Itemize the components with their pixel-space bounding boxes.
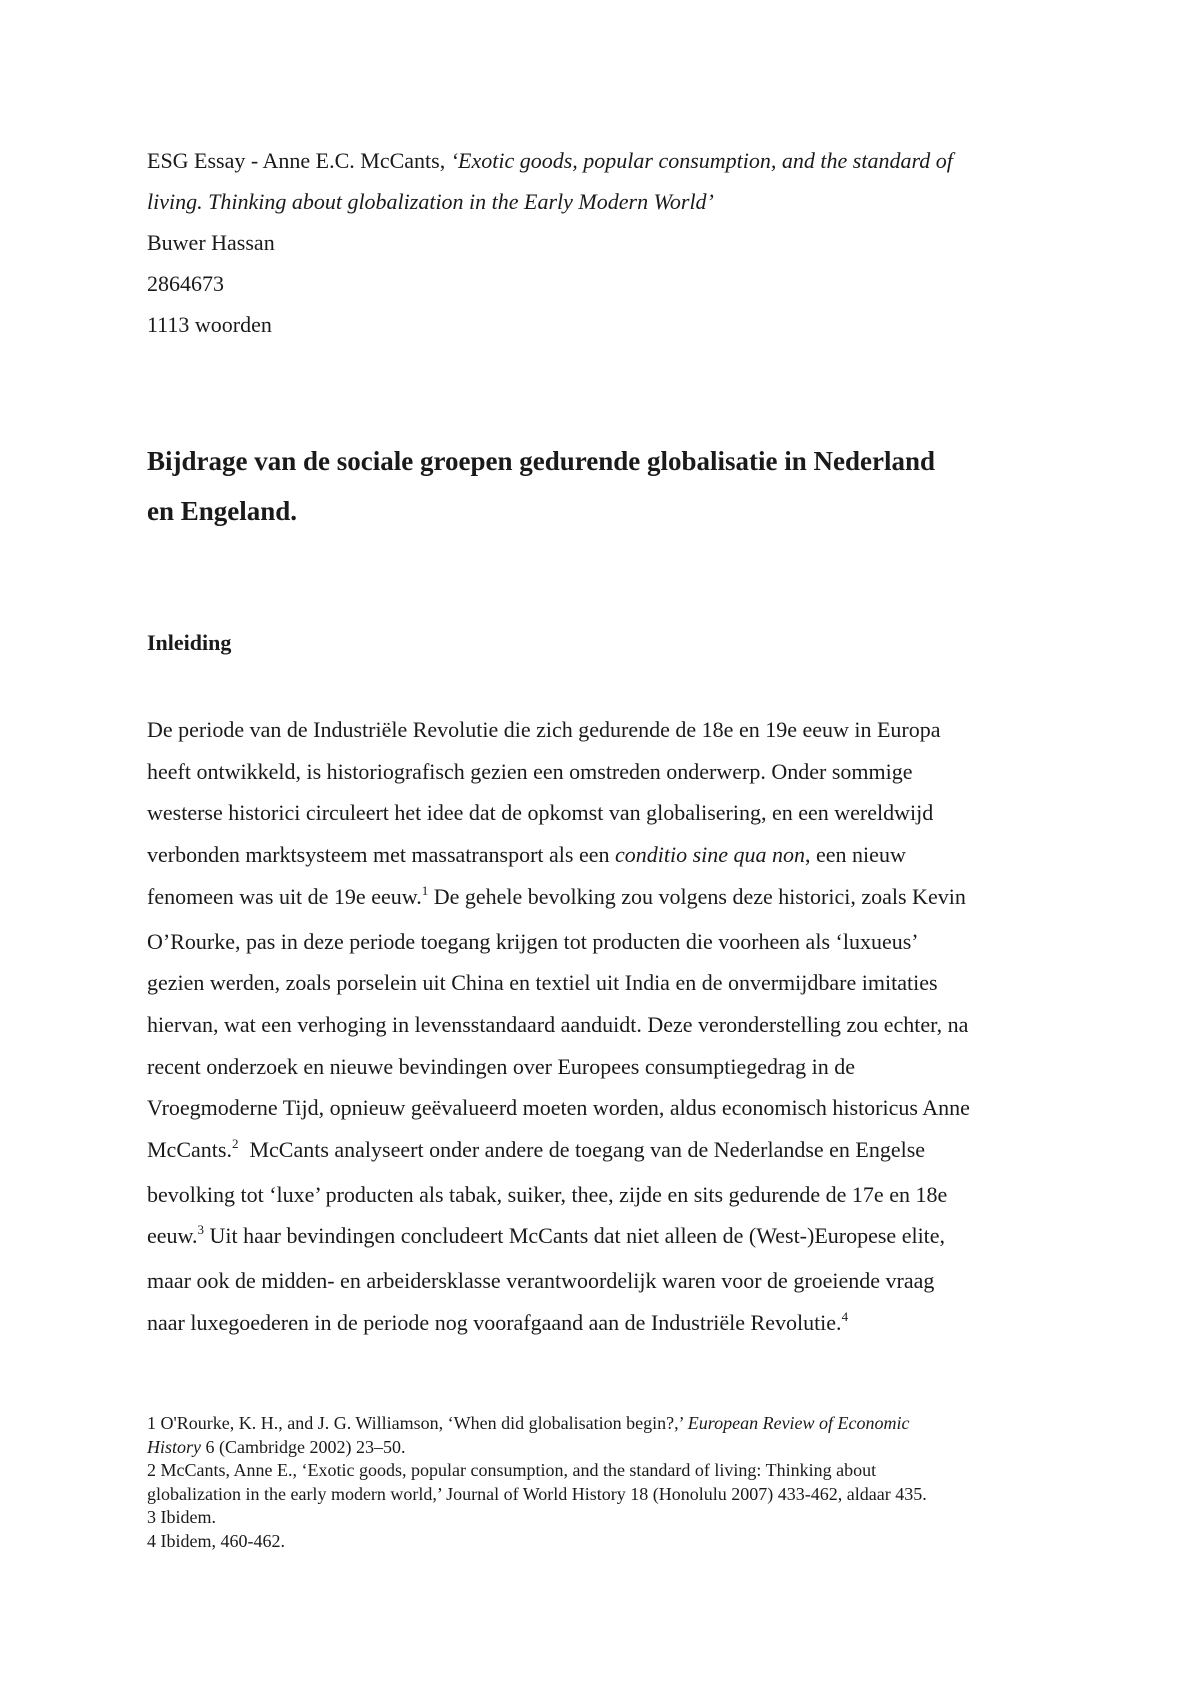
footnote-ref-1[interactable]: 1 xyxy=(421,882,429,898)
paragraph-line: gezien werden, zoals porselein uit China en textiel uit India en de onvermijdbare imitaties xyxy=(147,970,938,996)
header-source-title-part-2: living. Thinking about globalization in the Early Modern World’ xyxy=(147,189,714,214)
paragraph-text: De gehele bevolking zou volgens deze historici, zoals Kevin xyxy=(428,883,966,909)
footnote-ref-3[interactable]: 3 xyxy=(197,1222,204,1238)
paragraph-text: verbonden marktsysteem met massatransport als een xyxy=(147,842,615,868)
footnote-text: 1 O'Rourke, K. H., and J. G. Williamson, ‘When did globalisation begin?,’ xyxy=(147,1413,688,1433)
paragraph-line xyxy=(147,1129,1077,1174)
footnote-text: 6 (Cambridge 2002) 23–50. xyxy=(201,1436,406,1457)
paragraph-line: bevolking tot ‘luxe’ producten als tabak, suiker, thee, zijde en sits gedurende de 17e en 18e xyxy=(147,1181,948,1207)
footnote-2-line-1: 2 McCants, Anne E., ‘Exotic goods, popular consumption, and the standard of living: Thinking about xyxy=(147,1460,877,1480)
paragraph-text: , een nieuw xyxy=(805,842,906,868)
footnote-1-line-1 xyxy=(147,1412,1077,1436)
word-count: 1113 woorden xyxy=(147,312,272,337)
paragraph-line xyxy=(147,834,1077,876)
footnotes xyxy=(147,1412,1077,1553)
paragraph-line xyxy=(147,876,1077,921)
latin-phrase: conditio sine qua non xyxy=(614,842,806,868)
title-line-1: Bijdrage van de sociale groepen gedurende globalisatie in Nederland xyxy=(147,446,936,476)
journal-title: History xyxy=(147,1436,201,1457)
footnote-3: 3 Ibidem. xyxy=(147,1507,216,1527)
author-name: Buwer Hassan xyxy=(147,230,275,255)
paragraph-line: heeft ontwikkeld, is historiografisch gezien een omstreden onderwerp. Onder sommige xyxy=(147,758,913,784)
paragraph-text: eeuw. xyxy=(147,1223,198,1249)
title-line-2: en Engeland. xyxy=(147,496,298,526)
footnote-ref-4[interactable]: 4 xyxy=(841,1308,849,1324)
essay-header xyxy=(147,140,1067,345)
paragraph-line xyxy=(147,1215,1077,1260)
footnote-2-line-2: globalization in the early modern world,’ Journal of World History 18 (Honolulu 2007) 433-462, aldaar 435. xyxy=(147,1483,927,1504)
essay-title xyxy=(147,436,1077,536)
paragraph-line xyxy=(147,1302,1077,1347)
paragraph-text: Uit haar bevindingen concludeert McCants dat niet alleen de (West-)Europese elite, xyxy=(204,1223,946,1249)
paragraph-line: recent onderzoek en nieuwe bevindingen over Europees consumptiegedrag in de xyxy=(147,1053,856,1079)
header-line-2 xyxy=(147,181,1067,222)
paragraph-line: O’Rourke, pas in deze periode toegang krijgen tot producten die voorheen als ‘luxueus’ xyxy=(147,928,919,954)
paragraph-line: hiervan, wat een verhoging in levensstandaard aanduidt. Deze veronderstelling zou echter, na xyxy=(147,1011,969,1037)
paragraph-line: De periode van de Industriële Revolutie die zich gedurende de 18e en 19e eeuw in Europa xyxy=(147,717,941,742)
paragraph-text: naar luxegoederen in de periode nog voorafgaand aan de Industriële Revolutie. xyxy=(147,1309,842,1335)
introduction-paragraph xyxy=(147,709,1077,1347)
paragraph-text: McCants. xyxy=(147,1137,232,1163)
footnote-1-line-2 xyxy=(147,1436,1077,1460)
header-line-1 xyxy=(147,140,1067,181)
paragraph-line: westerse historici circuleert het idee dat de opkomst van globalisering, en een wereldwijd xyxy=(147,800,934,826)
section-heading: Inleiding xyxy=(147,630,232,655)
footnote-4: 4 Ibidem, 460-462. xyxy=(147,1530,285,1551)
paragraph-text: fenomeen was uit de 19e eeuw. xyxy=(147,883,422,909)
paragraph-line: Vroegmoderne Tijd, opnieuw geëvalueerd moeten worden, aldus economisch historicus Anne xyxy=(147,1095,970,1121)
student-number: 2864673 xyxy=(147,271,224,296)
footnote-ref-2[interactable]: 2 xyxy=(231,1136,239,1152)
paragraph-text: McCants analyseert onder andere de toegang van de Nederlandse en Engelse xyxy=(238,1137,926,1163)
paragraph-line: maar ook de midden- en arbeidersklasse verantwoordelijk waren voor de groeiende vraag xyxy=(147,1268,935,1294)
header-source-title-part-1: ‘Exotic goods, popular consumption, and the standard of xyxy=(450,148,953,173)
journal-title: European Review of Economic xyxy=(687,1413,910,1433)
header-course-label: ESG Essay - Anne E.C. McCants, xyxy=(147,148,451,173)
